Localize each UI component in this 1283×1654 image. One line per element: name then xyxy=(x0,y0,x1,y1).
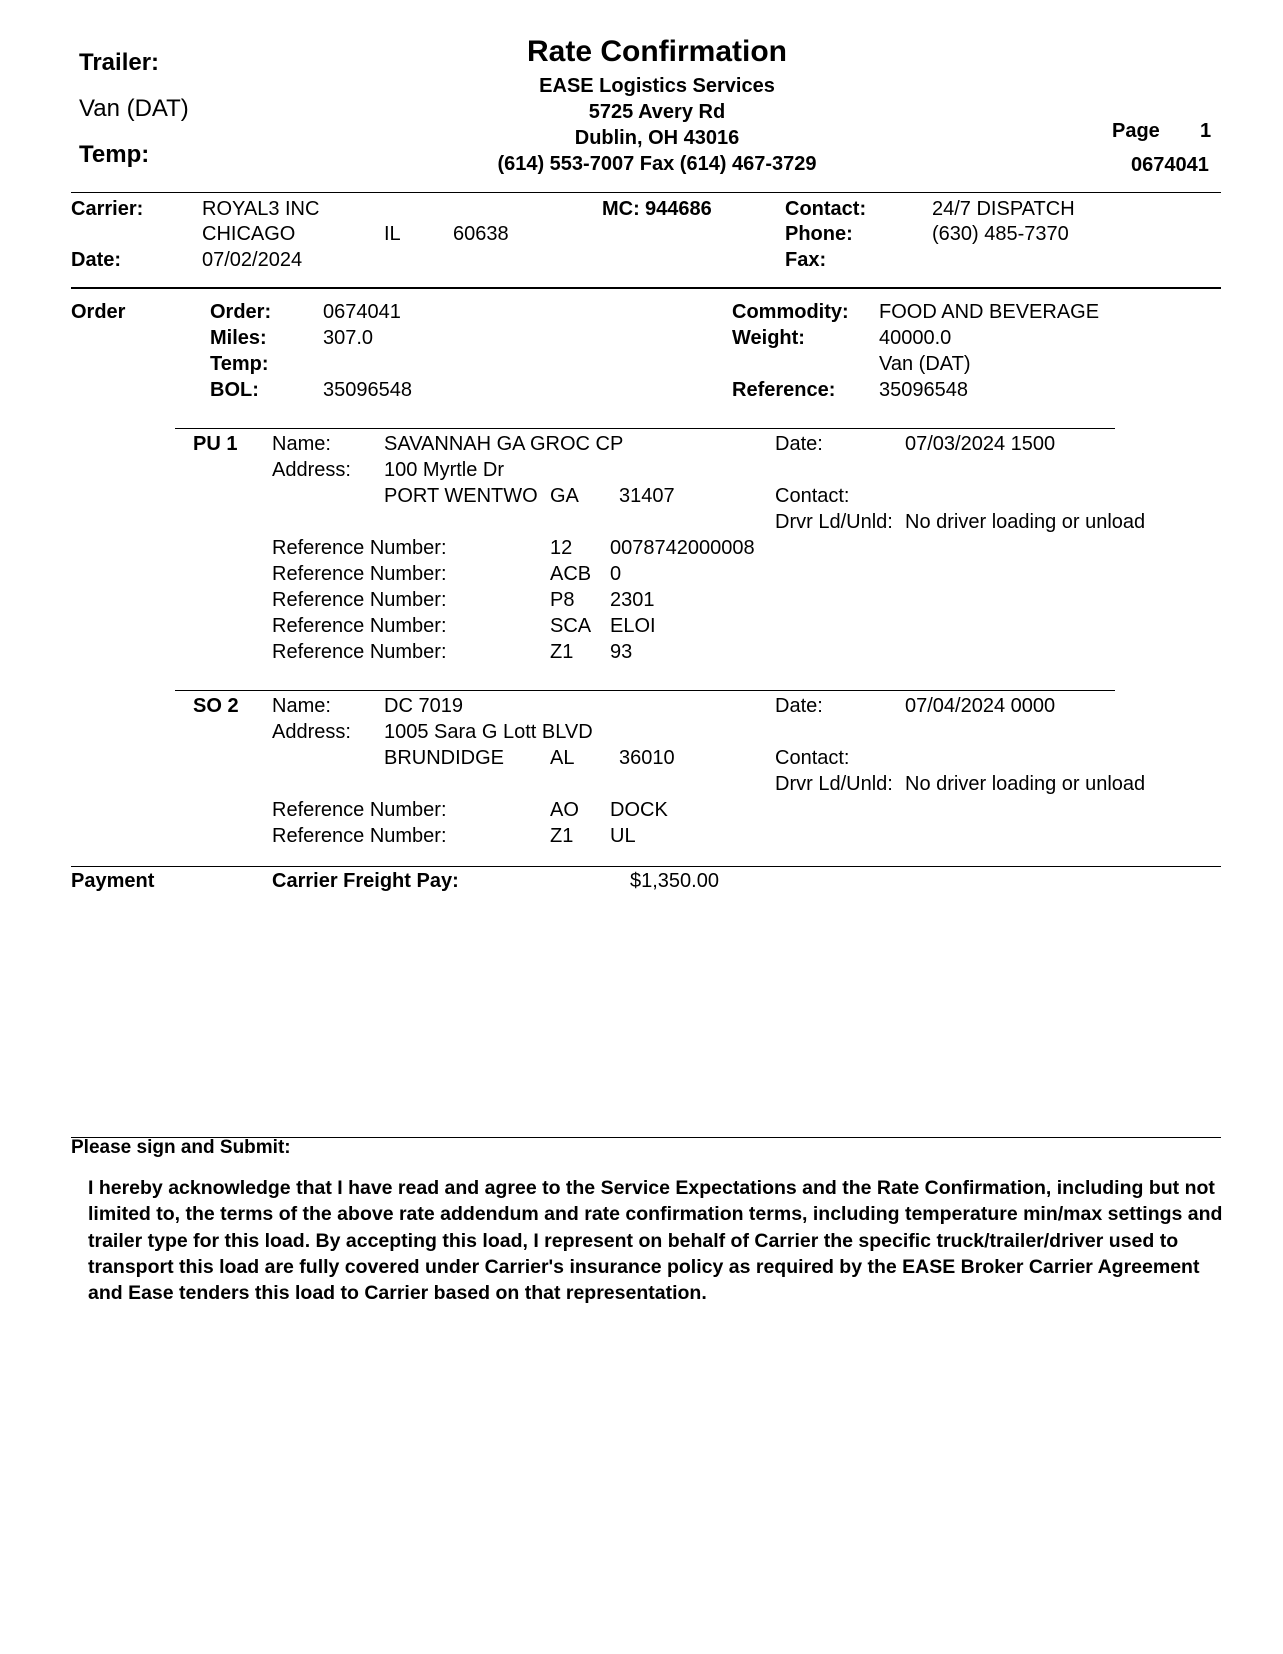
carrier-date-label: Date: xyxy=(71,249,122,271)
page-title: Rate Confirmation xyxy=(526,35,787,68)
fax-label: Fax: xyxy=(785,249,827,271)
mc-value: 944686 xyxy=(645,198,712,220)
stop-drvr-value: No driver loading or unload xyxy=(905,511,1146,533)
divider xyxy=(71,192,1221,193)
stop-street: 100 Myrtle Dr xyxy=(384,459,505,481)
trailer-label: Trailer: xyxy=(79,49,160,76)
reference-label: Reference: xyxy=(732,379,836,401)
divider xyxy=(175,690,1115,691)
stop-date-label: Date: xyxy=(775,433,823,455)
stop-name-label: Name: xyxy=(272,695,331,717)
stop-contact-label: Contact: xyxy=(775,747,850,769)
reference-number-label: Reference Number: xyxy=(272,825,447,847)
payment-section-label: Payment xyxy=(71,870,155,892)
phone-label: Phone: xyxy=(785,223,853,245)
stop-state: GA xyxy=(550,485,579,507)
reference-number-value: 93 xyxy=(610,641,633,663)
stop-date: 07/03/2024 1500 xyxy=(905,433,1056,455)
page-number: 1 xyxy=(1200,120,1212,142)
reference-number-value: ELOI xyxy=(610,615,656,637)
reference-number-code: AO xyxy=(550,799,579,821)
reference-number-label: Reference Number: xyxy=(272,537,447,559)
weight-label: Weight: xyxy=(732,327,805,349)
weight-value: 40000.0 xyxy=(879,327,952,349)
reference-number-label: Reference Number: xyxy=(272,799,447,821)
reference-number-label: Reference Number: xyxy=(272,589,447,611)
trailer-value: Van (DAT) xyxy=(79,95,189,122)
order-section-label: Order xyxy=(71,301,126,323)
reference-number-value: 0078742000008 xyxy=(610,537,755,559)
stop-name: SAVANNAH GA GROC CP xyxy=(384,433,624,455)
order-value: 0674041 xyxy=(323,301,401,323)
divider xyxy=(71,866,1221,867)
reference-number-code: P8 xyxy=(550,589,575,611)
carrier-date: 07/02/2024 xyxy=(202,249,303,271)
stop-code: SO 2 xyxy=(193,695,239,717)
stop-code: PU 1 xyxy=(193,433,238,455)
phone-value: (630) 485-7370 xyxy=(932,223,1069,245)
stop-drvr-label: Drvr Ld/Unld: xyxy=(775,773,893,795)
miles-value: 307.0 xyxy=(323,327,374,349)
stop-zip: 36010 xyxy=(619,747,675,769)
reference-number-label: Reference Number: xyxy=(272,641,447,663)
page-label: Page xyxy=(1112,120,1160,142)
carrier-zip: 60638 xyxy=(453,223,509,245)
stop-city: BRUNDIDGE xyxy=(384,747,505,769)
commodity-value: FOOD AND BEVERAGE xyxy=(879,301,1100,323)
reference-number-value: 0 xyxy=(610,563,622,585)
carrier-freight-pay-label: Carrier Freight Pay: xyxy=(272,870,459,892)
commodity-label: Commodity: xyxy=(732,301,849,323)
stop-city: PORT WENTWO xyxy=(384,485,538,507)
divider xyxy=(175,428,1115,429)
mc-label: MC: xyxy=(602,198,640,220)
sign-and-submit-label: Please sign and Submit: xyxy=(71,1137,291,1158)
stop-date: 07/04/2024 0000 xyxy=(905,695,1056,717)
reference-number-code: 12 xyxy=(550,537,573,559)
stop-zip: 31407 xyxy=(619,485,675,507)
reference-number-value: 2301 xyxy=(610,589,655,611)
reference-number-value: DOCK xyxy=(610,799,668,821)
stop-state: AL xyxy=(550,747,575,769)
company-address-line2: Dublin, OH 43016 xyxy=(574,127,740,149)
stop-name-label: Name: xyxy=(272,433,331,455)
stop-drvr-label: Drvr Ld/Unld: xyxy=(775,511,893,533)
company-name: EASE Logistics Services xyxy=(539,75,775,97)
contact-label: Contact: xyxy=(785,198,867,220)
stop-date-label: Date: xyxy=(775,695,823,717)
stop-contact-label: Contact: xyxy=(775,485,850,507)
header-temp-label: Temp: xyxy=(79,141,150,168)
reference-value: 35096548 xyxy=(879,379,968,401)
order-label: Order: xyxy=(210,301,272,323)
reference-number-code: Z1 xyxy=(550,641,574,663)
contact-value: 24/7 DISPATCH xyxy=(932,198,1075,220)
reference-number-value: UL xyxy=(610,825,636,847)
carrier-state: IL xyxy=(384,223,401,245)
carrier-name: ROYAL3 INC xyxy=(202,198,320,220)
carrier-label: Carrier: xyxy=(71,198,144,220)
order-temp-label: Temp: xyxy=(210,353,269,375)
carrier-freight-pay-value: $1,350.00 xyxy=(630,870,719,892)
header-order-number: 0674041 xyxy=(1131,154,1209,176)
reference-number-label: Reference Number: xyxy=(272,615,447,637)
company-address-line1: 5725 Avery Rd xyxy=(588,101,726,123)
stop-name: DC 7019 xyxy=(384,695,463,717)
reference-number-code: ACB xyxy=(550,563,592,585)
reference-number-code: SCA xyxy=(550,615,592,637)
carrier-city: CHICAGO xyxy=(202,223,296,245)
miles-label: Miles: xyxy=(210,327,267,349)
divider xyxy=(71,287,1221,289)
acknowledgement-paragraph: I hereby acknowledge that I have read and agree to the Service Expectations and the Rate Confirmation, including but not limited to, the terms of the above rate addendum and rate confirmation terms, including temperature min/max settings and trailer type for this load. By accepting this load, I represent on behalf of Carrier the specific truck/trailer/driver used to transport this load are fully covered under Carrier's insurance policy as required by the EASE Broker Carrier Agreement and Ease tenders this load to Carrier based on that representation. xyxy=(88,1177,1223,1305)
stop-address-label: Address: xyxy=(272,459,351,481)
reference-number-label: Reference Number: xyxy=(272,563,447,585)
stop-street: 1005 Sara G Lott BLVD xyxy=(384,721,593,743)
bol-label: BOL: xyxy=(210,379,259,401)
stop-drvr-value: No driver loading or unload xyxy=(905,773,1146,795)
company-phone-fax: (614) 553-7007 Fax (614) 467-3729 xyxy=(497,153,817,175)
stop-address-label: Address: xyxy=(272,721,351,743)
bol-value: 35096548 xyxy=(323,379,412,401)
equipment-value: Van (DAT) xyxy=(879,353,971,375)
reference-number-code: Z1 xyxy=(550,825,574,847)
